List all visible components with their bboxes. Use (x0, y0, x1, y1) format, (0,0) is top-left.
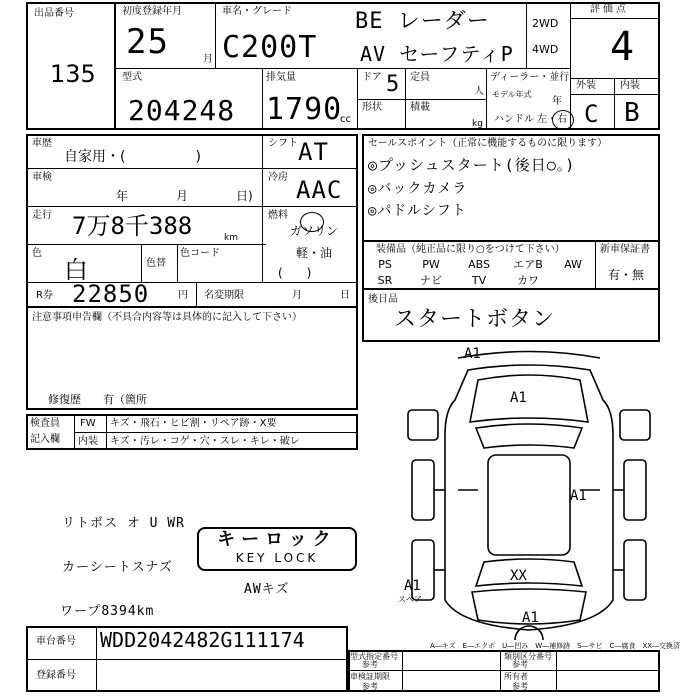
note-line4: ワープ8394km (60, 604, 155, 619)
recycle-label: R券 (36, 290, 53, 301)
type-label: 型式指定番号 (350, 652, 398, 661)
note-line2: カーシートスナズ (62, 560, 173, 575)
usage-value: 自家用・( ) (64, 149, 201, 165)
first-reg-label: 初度登録年月 (122, 6, 182, 17)
capacity-unit: 人 (474, 86, 484, 97)
header-line (262, 68, 263, 130)
mileage-label: 走行 (32, 210, 52, 221)
model-label: 型式 (122, 72, 142, 83)
color-code-label: 色コード (180, 248, 220, 259)
recycle-value: 22850 (72, 280, 150, 308)
equipment-line (595, 242, 596, 290)
details-line (26, 244, 266, 245)
fuel-opt2: 軽・油 (296, 246, 333, 260)
exterior-label: 外装 (576, 80, 596, 91)
inspection-month: 月 (176, 189, 189, 203)
sales-label: セールスポイント（正常に機能するものに限ります） (368, 138, 608, 149)
fuel-opt3: ( ) (278, 266, 312, 280)
header-line (526, 2, 527, 68)
damage-mark: A1 (404, 578, 421, 594)
handle-right-circle (552, 110, 574, 130)
inspector-line (74, 432, 358, 433)
fuel-label: 燃料 (268, 210, 288, 221)
doors-value: 5 (386, 72, 401, 97)
load-unit: kg (472, 119, 483, 129)
color-label: 色 (32, 248, 42, 259)
inspection-year: 年 (116, 189, 129, 203)
footer-line (556, 650, 557, 692)
equip-leather: カワ (517, 274, 539, 287)
shift-label: シフト (268, 138, 298, 149)
equip-aw: AW (564, 258, 582, 271)
equipment-label: 装備品（純正品に限り○をつけて下さい） (376, 244, 565, 255)
lot-number: 135 (50, 60, 96, 88)
fuel-opt1: ガソリン (290, 224, 339, 238)
interior-value: B (624, 98, 641, 128)
damage-mark: XX (510, 568, 527, 584)
class-label: 類別区分番号 (504, 652, 552, 661)
car-diagram (398, 340, 660, 640)
car-name-label: 車名・グレード (222, 6, 292, 17)
sales-item-3: ◎パドルシフト (368, 203, 467, 219)
diagram-legend: A―キズ E―エクボ U―凹み W―補修跡 S―サビ C―腐食 XX―交換済 (430, 642, 681, 650)
vin-line (26, 659, 348, 660)
drive-4wd: 4WD (532, 43, 559, 56)
owner-ref: 参考 (512, 682, 528, 691)
sales-item-2: ◎バックカメラ (368, 181, 468, 197)
keylock-stamp (197, 527, 357, 571)
note-line3: AWキズ (244, 582, 290, 597)
later-docs-value: スタートボタン (394, 307, 556, 332)
drive-2wd: 2WD (532, 17, 559, 30)
in-tag: 内装 (78, 436, 98, 447)
vin-line (96, 626, 97, 692)
damage-mark: A1 (510, 390, 527, 406)
grade-line2: AV セーフティP (360, 42, 514, 66)
equip-navi: ナビ (420, 274, 442, 287)
footer-line (402, 650, 403, 692)
inspection-day: 日) (236, 189, 253, 203)
details-line (26, 168, 358, 169)
header-line (570, 94, 660, 95)
lot-label: 出品番号 (34, 8, 74, 19)
interior-label: 内装 (620, 80, 640, 91)
note-line1: リトボス オ U WR (62, 516, 185, 531)
handle-label: ハンドル 左・右 (494, 114, 568, 125)
doors-label: ドア (362, 72, 382, 83)
owner-label: 所有者 (504, 672, 528, 681)
keylock-jp: キーロック (217, 529, 337, 550)
usage-label: 車歴 (32, 138, 52, 149)
vin-value: WDD2042482G111174 (100, 628, 305, 652)
header-line (215, 2, 216, 68)
model-value: 204248 (128, 94, 236, 127)
cert-ref: 参考 (362, 682, 378, 691)
model-year-label: モデル年式 (492, 90, 532, 99)
shape-label: 形状 (362, 102, 382, 113)
fw-tag: FW (80, 418, 96, 429)
registration-label: 登録番号 (36, 670, 76, 681)
inspection-label: 車検 (32, 172, 52, 183)
equip-tv: TV (471, 274, 487, 287)
equip-pw: PW (422, 258, 440, 271)
name-change-day: 日 (340, 290, 350, 301)
equip-sr: SR (377, 274, 393, 287)
mileage-unit: km (224, 233, 238, 243)
equip-abs: ABS (468, 258, 490, 271)
grade-line1: BE レーダー (355, 9, 490, 34)
capacity-label: 定員 (410, 72, 430, 83)
equip-ps: PS (378, 258, 392, 271)
fw-text: キズ・飛石・ヒビ割・リペア跡・X要 (110, 418, 277, 429)
warranty-label: 新車保証書 (600, 244, 650, 255)
details-line (196, 282, 197, 308)
score-value: 4 (610, 24, 636, 70)
details-line (262, 134, 263, 282)
first-reg-month-unit: 月 (203, 54, 213, 65)
notes-label: 注意事項申告欄（不具合内容等は具体的に記入して下さい） (32, 312, 302, 323)
header-line (116, 68, 570, 69)
exterior-value: C (584, 100, 600, 128)
inspector-label2: 記入欄 (30, 434, 60, 445)
in-text: キズ・汚レ・コゲ・穴・スレ・キレ・破レ (110, 436, 300, 447)
color-value: 白 (64, 256, 89, 284)
load-label: 積載 (410, 102, 430, 113)
header-line (570, 18, 660, 19)
class-ref: 参考 (512, 660, 528, 669)
mileage-value: 7万8千388 (72, 212, 193, 240)
details-line (141, 244, 142, 282)
footer-line (348, 670, 660, 671)
shift-value: AT (298, 138, 329, 166)
name-change-label: 名変期限 (204, 290, 244, 301)
score-label: 評価点 (590, 4, 629, 15)
damage-mark: A1 (522, 610, 539, 626)
warranty-value: 有・無 (608, 268, 645, 282)
sales-item-1: ◎プッシュスタート(後日○。) (368, 156, 576, 174)
first-reg-value: 25 (126, 22, 169, 62)
details-line (177, 244, 178, 282)
repair-history: 修復歴 有（箇所 (48, 393, 147, 406)
footer-line (500, 650, 501, 692)
later-docs-label: 後日品 (368, 294, 398, 305)
header-line (614, 78, 615, 130)
damage-mark: A1 (570, 488, 587, 504)
keylock-en: KEY LOCK (235, 551, 319, 565)
damage-mark: A1 (464, 346, 481, 362)
recycle-unit: 円 (178, 290, 188, 301)
header-line (486, 68, 487, 130)
inspector-label1: 検査員 (30, 418, 60, 429)
fuel-gasoline-circle (300, 212, 324, 232)
ac-label: 冷房 (268, 172, 288, 183)
name-change-month: 月 (292, 290, 302, 301)
model-year-unit: 年 (552, 96, 562, 107)
cert-label: 車検証期限 (350, 672, 390, 681)
dealer-label: ディーラー・並行 (490, 72, 570, 83)
type-ref: 参考 (362, 660, 378, 669)
spare-label: スペア (398, 595, 422, 604)
header-line (357, 99, 487, 100)
ac-value: AAC (296, 176, 343, 204)
header-line (570, 2, 571, 130)
repaint-label: 色替 (146, 258, 166, 269)
header-line (570, 78, 660, 79)
vin-label: 車台番号 (36, 636, 76, 647)
car-name-value: C200T (222, 30, 318, 65)
displacement-label: 排気量 (266, 72, 296, 83)
displacement-value: 1790 (266, 92, 343, 127)
equip-airbag: エアB (513, 258, 543, 271)
displacement-unit: cc (340, 114, 351, 125)
